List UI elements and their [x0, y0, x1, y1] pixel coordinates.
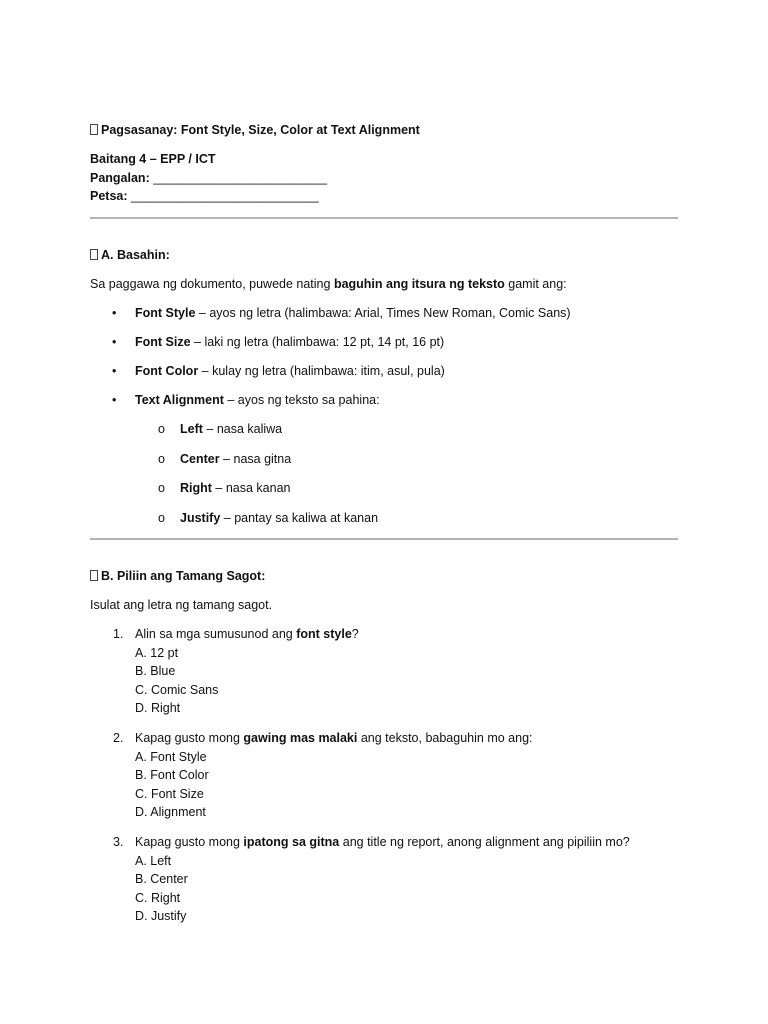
question-number: 2. [113, 731, 124, 745]
list-item-font-size: Font Size – laki ng letra (halimbawa: 12 pt, 14 pt, 16 pt) [135, 335, 445, 349]
worksheet-title: Pagsasanay: Font Style, Size, Color at Text Alignment [90, 121, 678, 140]
box-glyph-icon [90, 570, 98, 581]
choice-d: D. Justify [135, 909, 187, 924]
question-number: 3. [113, 835, 124, 849]
box-glyph-icon [90, 124, 98, 135]
choice-b: B. Blue [135, 664, 176, 679]
sub-item-right: Right – nasa kanan [180, 481, 291, 495]
list-item-font-style: Font Style – ayos ng letra (halimbawa: Arial, Times New Roman, Comic Sans) [135, 306, 571, 320]
grade-line: Baitang 4 – EPP / ICT [90, 152, 216, 166]
question-number: 1. [113, 627, 124, 641]
date-blank[interactable]: ___________________________ [131, 189, 319, 203]
list-item-font-color: Font Color – kulay ng letra (halimbawa: itim, asul, pula) [135, 364, 445, 378]
choice-c: C. Right [135, 890, 181, 905]
question-text: Alin sa mga sumusunod ang font style? [135, 627, 359, 641]
sub-bullet-icon: o [158, 511, 165, 525]
date-line: Petsa: ___________________________ [90, 189, 319, 203]
sub-item-center: Center – nasa gitna [180, 452, 292, 466]
question-2 [135, 729, 533, 822]
question-3 [135, 833, 630, 926]
choice-c: C. Font Size [135, 786, 204, 801]
question-text: Kapag gusto mong gawing mas malaki ang teksto, babaguhin mo ang: [135, 731, 533, 745]
section-b-heading: B. Piliin ang Tamang Sagot: [90, 567, 678, 586]
sub-item-justify: Justify – pantay sa kaliwa at kanan [180, 511, 379, 525]
bullet-icon: • [112, 306, 117, 320]
bullet-icon: • [112, 335, 117, 349]
choice-a: A. Left [135, 853, 172, 868]
choice-a: A. 12 pt [135, 645, 179, 660]
sub-bullet-icon: o [158, 422, 165, 436]
section-b-instruction: Isulat ang letra ng tamang sagot. [90, 598, 273, 612]
divider-1 [90, 217, 678, 219]
choice-b: B. Center [135, 872, 188, 887]
section-a-intro: Sa paggawa ng dokumento, puwede nating baguhin ang itsura ng teksto gamit ang: [90, 277, 567, 291]
choice-d: D. Alignment [135, 805, 206, 820]
sub-bullet-icon: o [158, 452, 165, 466]
bullet-icon: • [112, 364, 117, 378]
box-glyph-icon [90, 249, 98, 260]
name-blank[interactable]: _________________________ [153, 171, 328, 185]
choice-b: B. Font Color [135, 768, 209, 783]
sub-item-left: Left – nasa kaliwa [180, 422, 283, 436]
choice-d: D. Right [135, 701, 181, 716]
section-a-heading: A. Basahin: [90, 246, 678, 265]
name-line: Pangalan: _________________________ [90, 171, 328, 185]
sub-bullet-icon: o [158, 481, 165, 495]
choice-a: A. Font Style [135, 749, 207, 764]
question-1 [135, 625, 359, 718]
list-item-text-alignment: Text Alignment – ayos ng teksto sa pahina: [135, 393, 380, 407]
choice-c: C. Comic Sans [135, 682, 219, 697]
bullet-icon: • [112, 393, 117, 407]
question-text: Kapag gusto mong ipatong sa gitna ang title ng report, anong alignment ang pipiliin mo? [135, 835, 630, 849]
divider-2 [90, 538, 678, 540]
